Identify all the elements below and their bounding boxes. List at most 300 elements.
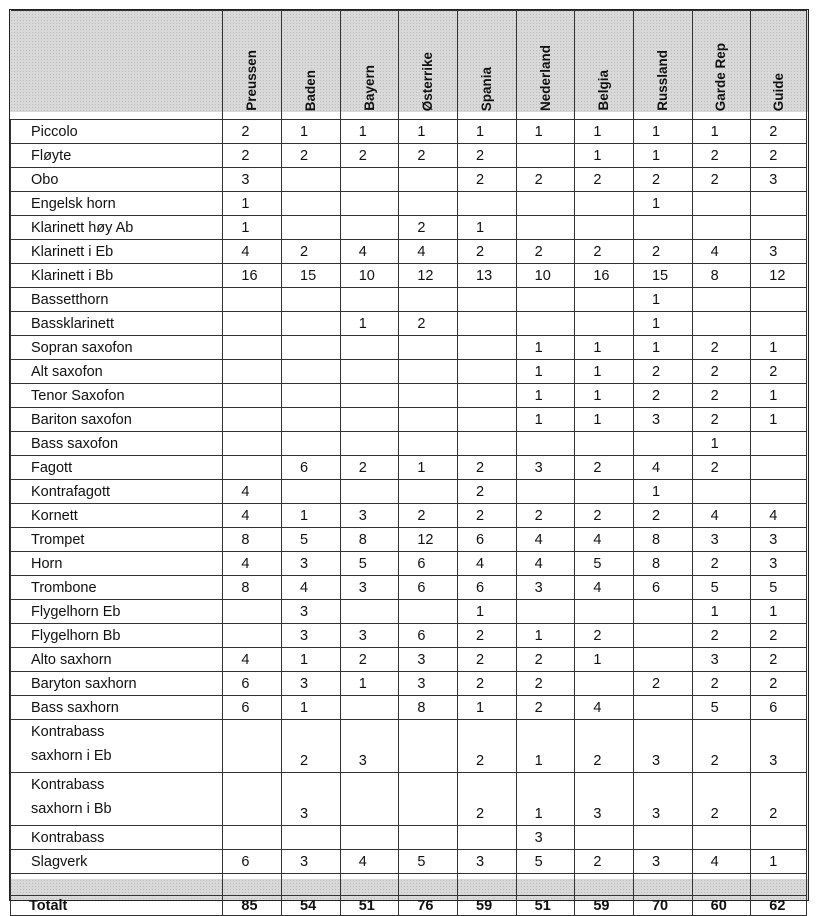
- count-cell: 1: [751, 384, 807, 408]
- count-cell: [340, 826, 399, 850]
- instrument-name-line: Kontrabass: [31, 777, 105, 793]
- blank-cell: [751, 874, 807, 896]
- count-cell: 5: [575, 552, 634, 576]
- instrument-name-cell: [11, 720, 223, 773]
- table-row: [11, 600, 807, 624]
- column-header: [458, 11, 517, 120]
- count-cell: [633, 600, 692, 624]
- table-row: [11, 288, 807, 312]
- count-cell: 3: [282, 624, 341, 648]
- count-cell: 2: [458, 480, 517, 504]
- count-cell: 2: [692, 720, 751, 773]
- count-cell: 1: [633, 144, 692, 168]
- count-cell: [516, 480, 575, 504]
- instrument-name-cell: Flygelhorn Bb: [11, 624, 223, 648]
- count-cell: 1: [282, 696, 341, 720]
- count-cell: 1: [575, 144, 634, 168]
- count-cell: [751, 288, 807, 312]
- count-cell: 1: [516, 773, 575, 826]
- count-cell: [516, 288, 575, 312]
- count-cell: [223, 773, 282, 826]
- count-cell: 2: [399, 144, 458, 168]
- count-cell: 3: [633, 720, 692, 773]
- count-cell: 1: [751, 600, 807, 624]
- count-cell: 8: [633, 528, 692, 552]
- count-cell: 2: [399, 216, 458, 240]
- count-cell: 2: [458, 720, 517, 773]
- count-cell: 1: [751, 408, 807, 432]
- count-cell: 5: [340, 552, 399, 576]
- count-cell: [223, 360, 282, 384]
- count-cell: 4: [633, 456, 692, 480]
- count-cell: 2: [399, 504, 458, 528]
- total-value-cell: 85: [223, 896, 282, 916]
- table-row: [11, 672, 807, 696]
- count-cell: [399, 773, 458, 826]
- count-cell: 3: [282, 600, 341, 624]
- count-cell: 1: [575, 648, 634, 672]
- count-cell: 2: [575, 850, 634, 874]
- instrument-name-cell: Piccolo: [11, 120, 223, 144]
- count-cell: 1: [751, 850, 807, 874]
- count-cell: 2: [458, 456, 517, 480]
- column-header: [692, 11, 751, 120]
- count-cell: 2: [751, 648, 807, 672]
- count-cell: 2: [692, 384, 751, 408]
- count-cell: 1: [575, 408, 634, 432]
- count-cell: [282, 360, 341, 384]
- total-value-cell: 76: [399, 896, 458, 916]
- instrument-name-cell: Sopran saxofon: [11, 336, 223, 360]
- count-cell: 6: [751, 696, 807, 720]
- count-cell: 1: [516, 336, 575, 360]
- table-row: [11, 216, 807, 240]
- count-cell: [399, 384, 458, 408]
- count-cell: [692, 216, 751, 240]
- count-cell: [751, 192, 807, 216]
- column-header-label: Guide: [770, 72, 786, 111]
- count-cell: 2: [516, 672, 575, 696]
- count-cell: 1: [575, 384, 634, 408]
- count-cell: 6: [223, 696, 282, 720]
- count-cell: 6: [458, 528, 517, 552]
- count-cell: 1: [399, 456, 458, 480]
- count-cell: 2: [458, 672, 517, 696]
- count-cell: 3: [340, 504, 399, 528]
- count-cell: 3: [282, 773, 341, 826]
- count-cell: 4: [340, 850, 399, 874]
- count-cell: [516, 144, 575, 168]
- count-cell: [340, 192, 399, 216]
- count-cell: [751, 216, 807, 240]
- column-header-label: Østerrike: [420, 51, 436, 111]
- instrument-name-cell: Obo: [11, 168, 223, 192]
- count-cell: [458, 312, 517, 336]
- count-cell: 4: [516, 528, 575, 552]
- count-cell: [223, 456, 282, 480]
- count-cell: 4: [516, 552, 575, 576]
- count-cell: [751, 456, 807, 480]
- count-cell: 4: [223, 480, 282, 504]
- count-cell: 3: [692, 528, 751, 552]
- table-row: [11, 240, 807, 264]
- count-cell: [223, 720, 282, 773]
- header-row: [11, 11, 807, 120]
- count-cell: 2: [751, 773, 807, 826]
- count-cell: 3: [633, 408, 692, 432]
- count-cell: [282, 216, 341, 240]
- blank-cell: [633, 874, 692, 896]
- count-cell: 3: [751, 552, 807, 576]
- instrument-name-cell: Kontrafagott: [11, 480, 223, 504]
- instrument-name-line: saxhorn i Eb: [31, 748, 112, 764]
- count-cell: 1: [458, 216, 517, 240]
- count-cell: [633, 216, 692, 240]
- count-cell: 2: [575, 720, 634, 773]
- count-cell: [751, 826, 807, 850]
- count-cell: [223, 288, 282, 312]
- table-row: [11, 504, 807, 528]
- count-cell: 6: [282, 456, 341, 480]
- count-cell: 2: [692, 456, 751, 480]
- count-cell: 2: [692, 552, 751, 576]
- count-cell: 4: [458, 552, 517, 576]
- blank-cell: [399, 874, 458, 896]
- column-header-label: Russland: [654, 50, 670, 111]
- count-cell: 3: [751, 720, 807, 773]
- table-row: [11, 552, 807, 576]
- count-cell: 16: [575, 264, 634, 288]
- column-header-label: Nederland: [537, 44, 553, 111]
- count-cell: 2: [751, 360, 807, 384]
- column-header-label: Preussen: [244, 50, 260, 111]
- count-cell: [399, 826, 458, 850]
- count-cell: 1: [516, 408, 575, 432]
- count-cell: [223, 624, 282, 648]
- count-cell: 3: [516, 826, 575, 850]
- count-cell: 2: [340, 648, 399, 672]
- count-cell: 2: [516, 168, 575, 192]
- count-cell: 5: [516, 850, 575, 874]
- count-cell: 2: [282, 240, 341, 264]
- total-value-cell: 60: [692, 896, 751, 916]
- count-cell: [575, 600, 634, 624]
- count-cell: 2: [575, 240, 634, 264]
- count-cell: 4: [692, 240, 751, 264]
- count-cell: [282, 826, 341, 850]
- count-cell: [223, 336, 282, 360]
- table-row: [11, 576, 807, 600]
- count-cell: 8: [633, 552, 692, 576]
- count-cell: [399, 192, 458, 216]
- count-cell: 2: [516, 504, 575, 528]
- count-cell: [223, 432, 282, 456]
- instrument-name-cell: Engelsk horn: [11, 192, 223, 216]
- instrument-name-cell: Klarinett i Bb: [11, 264, 223, 288]
- count-cell: 4: [340, 240, 399, 264]
- count-cell: [340, 336, 399, 360]
- count-cell: 2: [399, 312, 458, 336]
- column-header: [399, 11, 458, 120]
- total-row: [11, 896, 807, 916]
- column-header: [340, 11, 399, 120]
- count-cell: [458, 288, 517, 312]
- count-cell: 1: [282, 120, 341, 144]
- count-cell: [751, 312, 807, 336]
- count-cell: [575, 216, 634, 240]
- count-cell: 2: [633, 240, 692, 264]
- blank-cell: [692, 874, 751, 896]
- total-value-cell: 62: [751, 896, 807, 916]
- count-cell: 3: [282, 552, 341, 576]
- count-cell: [458, 826, 517, 850]
- count-cell: 2: [282, 144, 341, 168]
- count-cell: 2: [458, 773, 517, 826]
- table-row: [11, 432, 807, 456]
- count-cell: [399, 480, 458, 504]
- count-cell: 10: [516, 264, 575, 288]
- count-cell: 2: [223, 144, 282, 168]
- instrument-name-cell: Slagverk: [11, 850, 223, 874]
- count-cell: [516, 192, 575, 216]
- count-cell: 2: [692, 672, 751, 696]
- count-cell: [458, 192, 517, 216]
- column-header: [223, 11, 282, 120]
- instrument-name-cell: Bassetthorn: [11, 288, 223, 312]
- count-cell: [399, 288, 458, 312]
- count-cell: [633, 648, 692, 672]
- instrument-name-cell: Horn: [11, 552, 223, 576]
- table-row: [11, 773, 807, 826]
- count-cell: 15: [282, 264, 341, 288]
- count-cell: 2: [692, 408, 751, 432]
- count-cell: [340, 360, 399, 384]
- count-cell: [399, 360, 458, 384]
- count-cell: 8: [223, 528, 282, 552]
- count-cell: [751, 432, 807, 456]
- count-cell: 1: [282, 648, 341, 672]
- count-cell: 3: [458, 850, 517, 874]
- count-cell: 5: [692, 696, 751, 720]
- table-row: [11, 360, 807, 384]
- count-cell: 1: [633, 336, 692, 360]
- count-cell: 3: [516, 576, 575, 600]
- count-cell: 3: [692, 648, 751, 672]
- count-cell: 1: [223, 216, 282, 240]
- count-cell: 5: [282, 528, 341, 552]
- column-header-label: Bayern: [361, 65, 377, 111]
- table-row: [11, 826, 807, 850]
- blank-row: [11, 874, 807, 896]
- count-cell: 1: [516, 624, 575, 648]
- count-cell: 1: [458, 696, 517, 720]
- count-cell: [340, 216, 399, 240]
- count-cell: [340, 600, 399, 624]
- count-cell: 1: [692, 600, 751, 624]
- count-cell: 2: [633, 168, 692, 192]
- count-cell: 6: [223, 850, 282, 874]
- instrument-name-cell: [11, 773, 223, 826]
- count-cell: [282, 384, 341, 408]
- count-cell: 12: [751, 264, 807, 288]
- count-cell: 2: [692, 336, 751, 360]
- count-cell: 4: [223, 504, 282, 528]
- count-cell: 4: [223, 648, 282, 672]
- table-row: [11, 408, 807, 432]
- count-cell: 2: [692, 773, 751, 826]
- count-cell: 2: [340, 144, 399, 168]
- total-value-cell: 59: [575, 896, 634, 916]
- count-cell: [575, 288, 634, 312]
- count-cell: 2: [575, 504, 634, 528]
- count-cell: [223, 826, 282, 850]
- count-cell: 3: [751, 168, 807, 192]
- instrument-name-cell: Trompet: [11, 528, 223, 552]
- table-row: [11, 264, 807, 288]
- table-row: [11, 336, 807, 360]
- count-cell: 2: [575, 168, 634, 192]
- count-cell: 1: [340, 672, 399, 696]
- count-cell: 1: [516, 384, 575, 408]
- count-cell: 3: [633, 850, 692, 874]
- count-cell: 2: [692, 624, 751, 648]
- count-cell: [516, 216, 575, 240]
- count-cell: [633, 432, 692, 456]
- count-cell: 1: [575, 360, 634, 384]
- count-cell: 4: [575, 528, 634, 552]
- instrument-name-cell: Baryton saxhorn: [11, 672, 223, 696]
- count-cell: 6: [399, 576, 458, 600]
- count-cell: 8: [340, 528, 399, 552]
- count-cell: 3: [340, 576, 399, 600]
- count-cell: 3: [575, 773, 634, 826]
- table-row: [11, 384, 807, 408]
- count-cell: 3: [282, 850, 341, 874]
- table-row: [11, 456, 807, 480]
- count-cell: 4: [223, 552, 282, 576]
- count-cell: [516, 600, 575, 624]
- count-cell: 2: [340, 456, 399, 480]
- count-cell: 3: [633, 773, 692, 826]
- table-row: [11, 624, 807, 648]
- count-cell: [399, 720, 458, 773]
- blank-cell: [11, 874, 223, 896]
- count-cell: 2: [633, 672, 692, 696]
- column-header: [575, 11, 634, 120]
- count-cell: 1: [692, 432, 751, 456]
- count-cell: [751, 480, 807, 504]
- count-cell: [340, 408, 399, 432]
- count-cell: [575, 826, 634, 850]
- instrument-name-cell: Bass saxhorn: [11, 696, 223, 720]
- blank-cell: [516, 874, 575, 896]
- count-cell: [516, 432, 575, 456]
- count-cell: [575, 192, 634, 216]
- count-cell: 2: [692, 360, 751, 384]
- count-cell: [340, 480, 399, 504]
- instrumentation-table: [10, 10, 807, 916]
- count-cell: 2: [751, 672, 807, 696]
- table-row: [11, 648, 807, 672]
- count-cell: [692, 288, 751, 312]
- count-cell: 8: [692, 264, 751, 288]
- blank-cell: [458, 874, 517, 896]
- count-cell: 2: [458, 144, 517, 168]
- table-row: [11, 850, 807, 874]
- count-cell: [282, 408, 341, 432]
- count-cell: 4: [575, 576, 634, 600]
- instrument-name-cell: Bariton saxofon: [11, 408, 223, 432]
- count-cell: 2: [633, 504, 692, 528]
- header-corner-cell: [11, 11, 223, 120]
- instrument-name-cell: Kornett: [11, 504, 223, 528]
- count-cell: 15: [633, 264, 692, 288]
- count-cell: 2: [516, 240, 575, 264]
- count-cell: [399, 408, 458, 432]
- instrumentation-table-sheet: [9, 9, 809, 914]
- count-cell: 4: [399, 240, 458, 264]
- instrument-name-cell: Klarinett i Eb: [11, 240, 223, 264]
- total-value-cell: 51: [340, 896, 399, 916]
- instrument-name-cell: Fløyte: [11, 144, 223, 168]
- total-value-cell: 51: [516, 896, 575, 916]
- count-cell: 2: [458, 624, 517, 648]
- column-header-label: Spania: [478, 66, 494, 111]
- table-row: [11, 144, 807, 168]
- table-row: [11, 720, 807, 773]
- count-cell: 2: [458, 648, 517, 672]
- count-cell: [633, 696, 692, 720]
- table-row: [11, 120, 807, 144]
- count-cell: [399, 168, 458, 192]
- count-cell: 5: [692, 576, 751, 600]
- instrument-name-line: saxhorn i Bb: [31, 801, 112, 817]
- count-cell: 6: [399, 552, 458, 576]
- count-cell: 2: [751, 624, 807, 648]
- count-cell: [458, 432, 517, 456]
- count-cell: [340, 288, 399, 312]
- count-cell: 16: [223, 264, 282, 288]
- count-cell: [575, 480, 634, 504]
- count-cell: 3: [399, 648, 458, 672]
- count-cell: [575, 312, 634, 336]
- count-cell: 2: [516, 648, 575, 672]
- count-cell: [223, 384, 282, 408]
- count-cell: [282, 432, 341, 456]
- count-cell: 1: [751, 336, 807, 360]
- count-cell: 2: [282, 720, 341, 773]
- count-cell: [340, 168, 399, 192]
- table-row: [11, 192, 807, 216]
- instrument-name-line: Kontrabass: [31, 724, 105, 740]
- count-cell: [458, 384, 517, 408]
- instrument-name-cell: Bassklarinett: [11, 312, 223, 336]
- count-cell: [399, 600, 458, 624]
- count-cell: 3: [282, 672, 341, 696]
- count-cell: 1: [223, 192, 282, 216]
- instrument-name-cell: Bass saxofon: [11, 432, 223, 456]
- count-cell: 1: [516, 360, 575, 384]
- count-cell: 5: [399, 850, 458, 874]
- count-cell: 4: [692, 504, 751, 528]
- count-cell: 1: [575, 120, 634, 144]
- count-cell: [458, 360, 517, 384]
- count-cell: [633, 624, 692, 648]
- count-cell: 1: [282, 504, 341, 528]
- count-cell: [340, 384, 399, 408]
- instrument-name-cell: Kontrabass: [11, 826, 223, 850]
- table-row: [11, 480, 807, 504]
